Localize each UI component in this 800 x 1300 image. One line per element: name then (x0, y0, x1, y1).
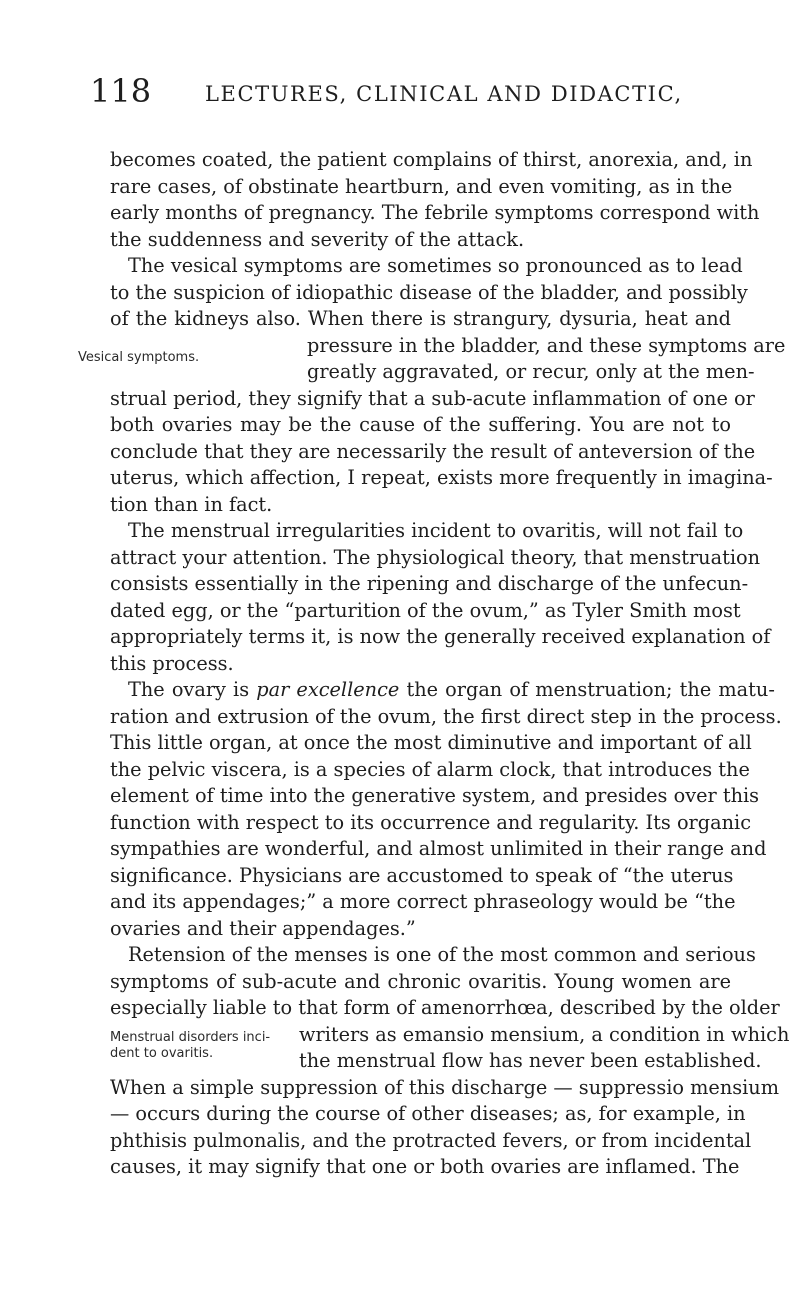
text-line: the suddenness and severity of the attack. (110, 228, 525, 251)
text-line: uterus, which affection, I repeat, exists more frequently in imagina- (110, 466, 773, 489)
text-line: — occurs during the course of other diseases; as, for example, in (110, 1102, 746, 1125)
text-line: The menstrual irregularities incident to ovaritis, will not fail to (128, 519, 744, 542)
running-title: LECTURES, CLINICAL AND DIDACTIC, (205, 82, 683, 106)
text-line: The vesical symptoms are sometimes so pronounced as to lead (128, 254, 743, 277)
text-line: This little organ, at once the most diminutive and important of all (110, 731, 752, 754)
page-number: 118 (90, 72, 152, 110)
text-line: element of time into the generative system, and presides over this (110, 784, 760, 807)
text-line: early months of pregnancy. The febrile symptoms correspond with (110, 201, 760, 224)
text-line: ovaries and their appendages.” (110, 917, 416, 940)
text-line: ration and extrusion of the ovum, the first direct step in the process. (110, 705, 782, 728)
text-line: both ovaries may be the cause of the suffering. You are not to (110, 413, 731, 436)
text-line: conclude that they are necessarily the result of anteversion of the (110, 440, 756, 463)
margin-note-menstrual-2: dent to ovaritis. (110, 1046, 214, 1061)
text-line: of the kidneys also. When there is strangury, dysuria, heat and (110, 307, 731, 330)
text-line: symptoms of sub-acute and chronic ovaritis. Young women are (110, 970, 731, 993)
text-line: pressure in the bladder, and these symptoms are (307, 334, 786, 357)
text-line: and its appendages;” a more correct phraseology would be “the (110, 890, 736, 913)
text-line: greatly aggravated, or recur, only at the men- (307, 360, 755, 383)
text-line: tion than in fact. (110, 493, 273, 516)
text-line: sympathies are wonderful, and almost unlimited in their range and (110, 837, 767, 860)
text-line: phthisis pulmonalis, and the protracted fevers, or from incidental (110, 1129, 752, 1152)
text-line: appropriately terms it, is now the generally received explanation of (110, 625, 771, 648)
margin-note-menstrual-1: Menstrual disorders inci- (110, 1030, 271, 1045)
text-line: significance. Physicians are accustomed to speak of “the uterus (110, 864, 734, 887)
text-line: consists essentially in the ripening and discharge of the unfecun- (110, 572, 749, 595)
margin-note-vesical: Vesical symptoms. (78, 350, 200, 365)
text-line: this process. (110, 652, 234, 675)
text-line: the pelvic viscera, is a species of alarm clock, that introduces the (110, 758, 750, 781)
text-line: causes, it may signify that one or both ovaries are inflamed. The (110, 1155, 740, 1178)
text-line: the menstrual flow has never been established. (299, 1049, 762, 1072)
text-line: When a simple suppression of this discharge — suppressio mensium (110, 1076, 779, 1099)
text-line: dated egg, or the “parturition of the ovum,” as Tyler Smith most (110, 599, 741, 622)
text-line: writers as emansio mensium, a condition in which (299, 1023, 790, 1046)
text-line: becomes coated, the patient complains of thirst, anorexia, and, in (110, 148, 753, 171)
text-line: function with respect to its occurrence and regularity. Its organic (110, 811, 751, 834)
text-line: strual period, they signify that a sub-acute inflammation of one or (110, 387, 755, 410)
text-line: to the suspicion of idiopathic disease of the bladder, and possibly (110, 281, 748, 304)
text-line: especially liable to that form of amenorrhœa, described by the older (110, 996, 780, 1019)
text-line (128, 678, 775, 701)
text-line: attract your attention. The physiological theory, that menstruation (110, 546, 761, 569)
text-line: Retension of the menses is one of the most common and serious (128, 943, 756, 966)
italic-phrase: par excellence (256, 678, 400, 701)
text-span: The ovary is (128, 678, 257, 701)
text-line: rare cases, of obstinate heartburn, and even vomiting, as in the (110, 175, 733, 198)
text-span: the organ of menstruation; the matu- (399, 678, 775, 701)
